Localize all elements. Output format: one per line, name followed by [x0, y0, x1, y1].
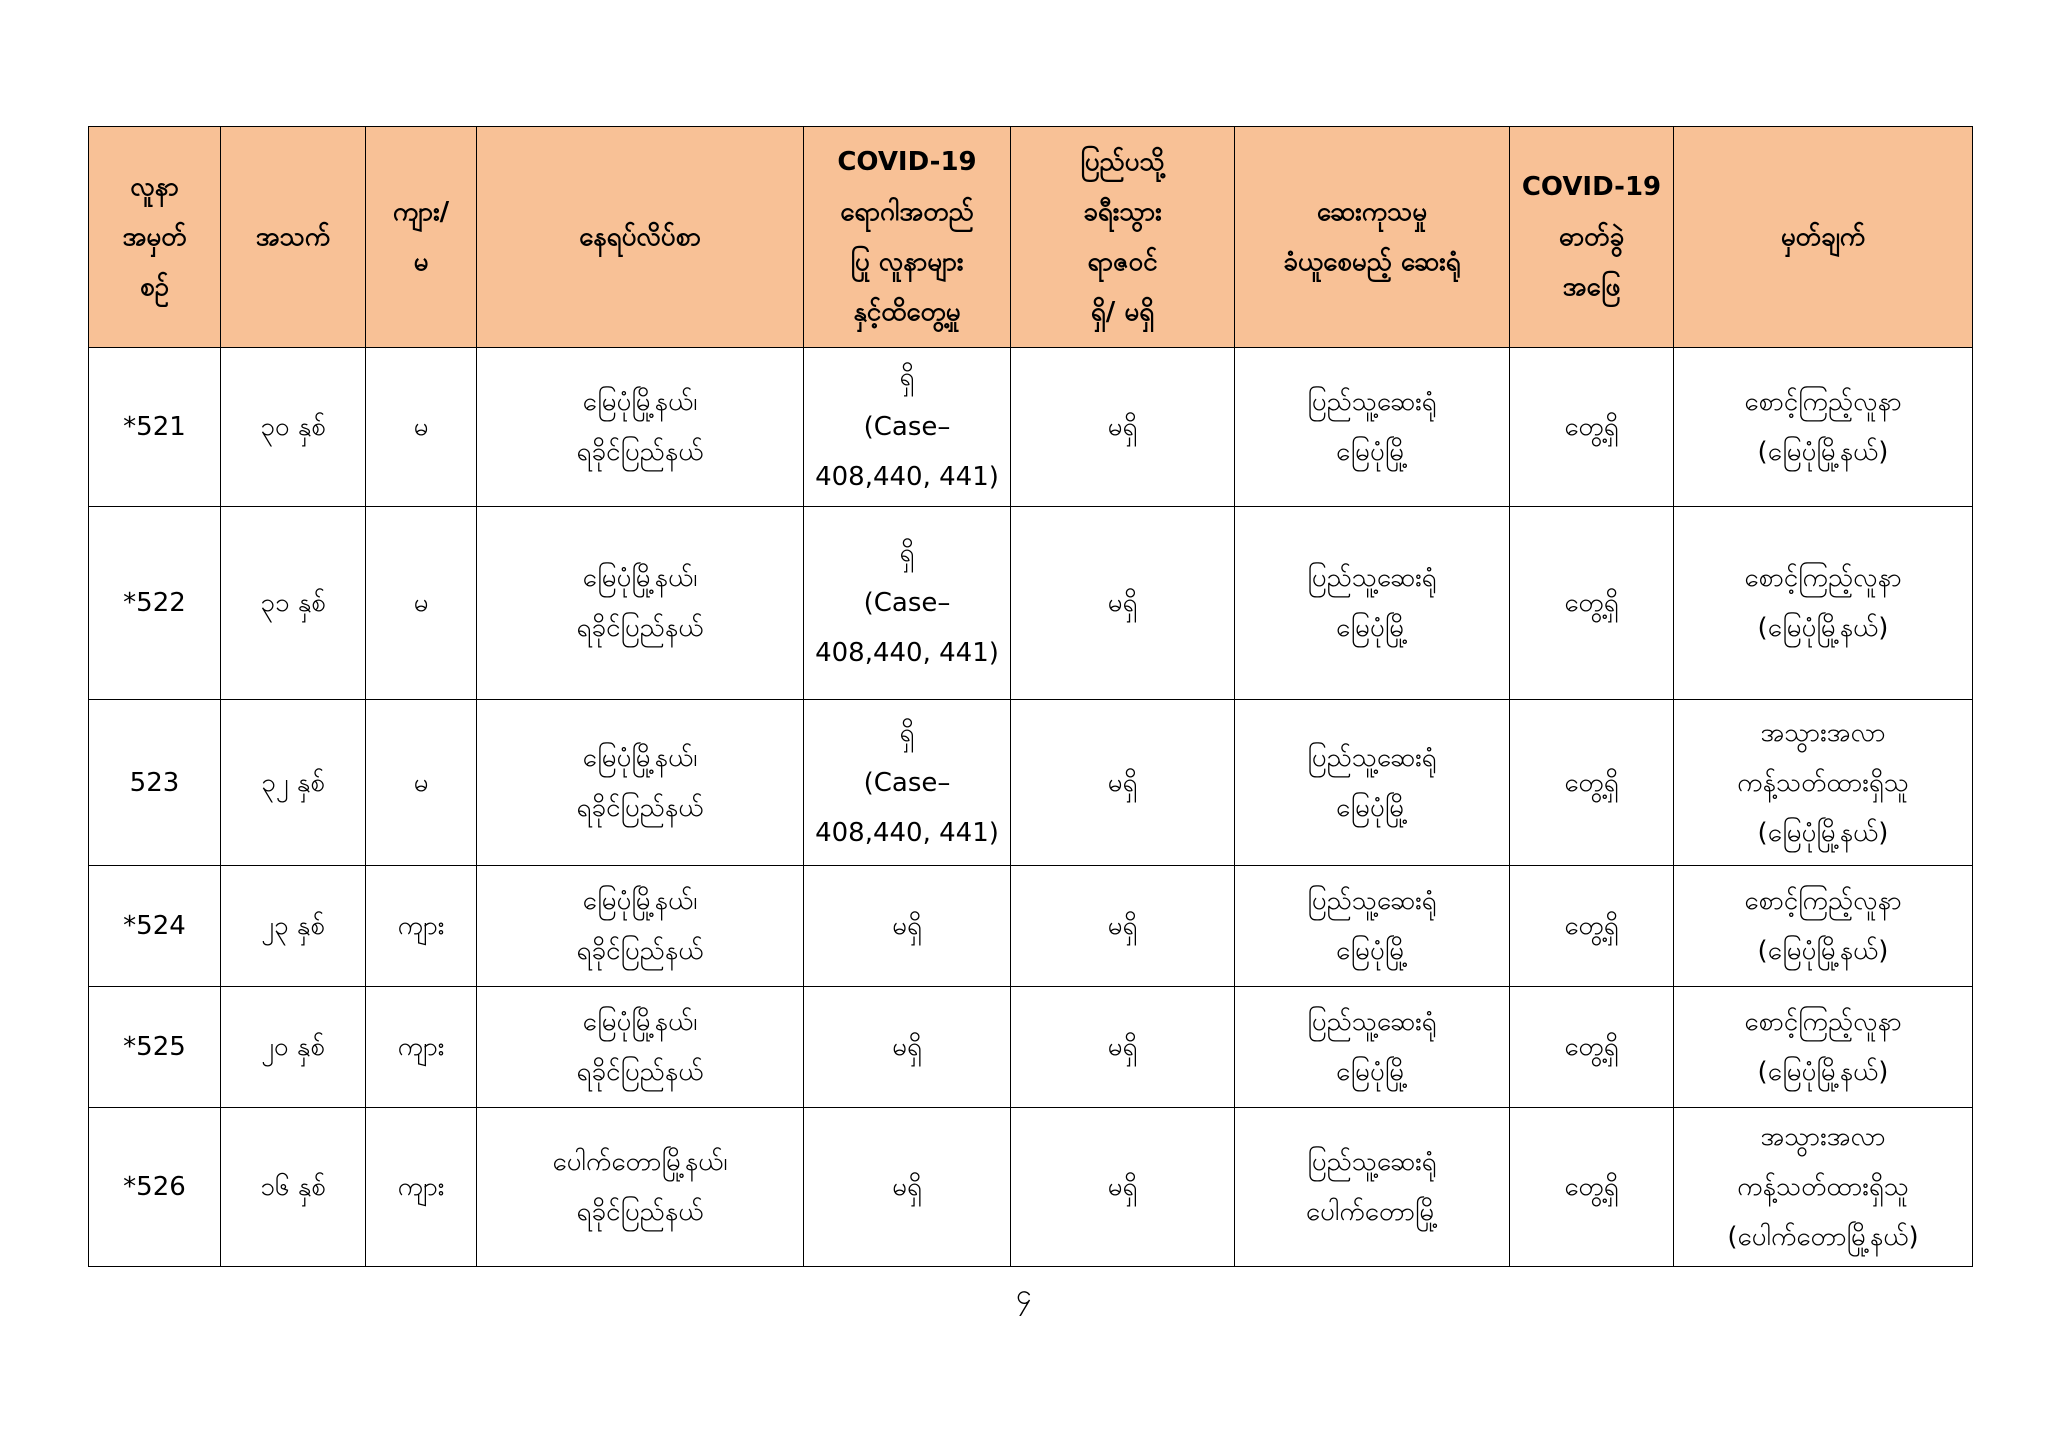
cell-contact: ရှိ (Case– 408,440, 441) [804, 507, 1011, 700]
cell-contact: ရှိ (Case– 408,440, 441) [804, 700, 1011, 866]
cell-hospital: ပြည်သူ့ဆေးရုံ ပေါက်တောမြို့ [1235, 1108, 1510, 1267]
cell-contact: ရှိ (Case– 408,440, 441) [804, 348, 1011, 507]
cell-sex: ကျား [366, 1108, 477, 1267]
cell-address: မြေပုံမြို့နယ်၊ ရခိုင်ပြည်နယ် [477, 866, 804, 987]
cell-age: ၃၁ နှစ် [221, 507, 366, 700]
cell-case-number: *525 [89, 987, 221, 1108]
cell-travel-history: မရှိ [1011, 987, 1235, 1108]
table-row [89, 507, 1973, 700]
cell-sex: မ [366, 507, 477, 700]
cell-hospital: ပြည်သူ့ဆေးရုံ မြေပုံမြို့ [1235, 987, 1510, 1108]
cell-remarks: စောင့်ကြည့်လူနာ (မြေပုံမြို့နယ်) [1674, 348, 1973, 507]
header-remarks: မှတ်ချက် [1674, 127, 1973, 348]
cell-remarks: စောင့်ကြည့်လူနာ (မြေပုံမြို့နယ်) [1674, 987, 1973, 1108]
cell-contact: မရှိ [804, 987, 1011, 1108]
cell-lab-result: တွေ့ရှိ [1510, 507, 1674, 700]
cell-travel-history: မရှိ [1011, 700, 1235, 866]
cell-hospital: ပြည်သူ့ဆေးရုံ မြေပုံမြို့ [1235, 866, 1510, 987]
cell-travel-history: မရှိ [1011, 1108, 1235, 1267]
cell-sex: ကျား [366, 987, 477, 1108]
cell-address: မြေပုံမြို့နယ်၊ ရခိုင်ပြည်နယ် [477, 700, 804, 866]
cell-contact: မရှိ [804, 1108, 1011, 1267]
table-row [89, 866, 1973, 987]
cell-age: ၃၂ နှစ် [221, 700, 366, 866]
cell-travel-history: မရှိ [1011, 866, 1235, 987]
cell-lab-result: တွေ့ရှိ [1510, 348, 1674, 507]
cell-case-number: *524 [89, 866, 221, 987]
cell-sex: မ [366, 700, 477, 866]
header-address: နေရပ်လိပ်စာ [477, 127, 804, 348]
cell-age: ၂၃ နှစ် [221, 866, 366, 987]
table-row [89, 1108, 1973, 1267]
header-sex: ကျား/ မ [366, 127, 477, 348]
table-row [89, 700, 1973, 866]
cell-lab-result: တွေ့ရှိ [1510, 1108, 1674, 1267]
cell-hospital: ပြည်သူ့ဆေးရုံ မြေပုံမြို့ [1235, 348, 1510, 507]
cell-hospital: ပြည်သူ့ဆေးရုံ မြေပုံမြို့ [1235, 507, 1510, 700]
page-number: ၄ [1016, 1278, 1032, 1311]
header-hospital: ဆေးကုသမှု ခံယူစေမည့် ဆေးရုံ [1235, 127, 1510, 348]
cell-case-number: *522 [89, 507, 221, 700]
table-header-row [89, 127, 1973, 348]
cell-lab-result: တွေ့ရှိ [1510, 987, 1674, 1108]
header-lab-result: COVID-19 ဓာတ်ခွဲ အဖြေ [1510, 127, 1674, 348]
cell-remarks: အသွားအလာ ကန့်သတ်ထားရှိသူ (ပေါက်တောမြို့နယ်) [1674, 1108, 1973, 1267]
cell-travel-history: မရှိ [1011, 348, 1235, 507]
cell-sex: မ [366, 348, 477, 507]
cell-travel-history: မရှိ [1011, 507, 1235, 700]
header-age: အသက် [221, 127, 366, 348]
header-travel-history: ပြည်ပသို့ ခရီးသွား ရာဇဝင် ရှိ/ မရှိ [1011, 127, 1235, 348]
table-row [89, 348, 1973, 507]
cell-remarks: စောင့်ကြည့်လူနာ (မြေပုံမြို့နယ်) [1674, 866, 1973, 987]
header-case-number: လူနာ အမှတ် စဉ် [89, 127, 221, 348]
cell-age: ၁၆ နှစ် [221, 1108, 366, 1267]
header-contact: COVID-19 ရောဂါအတည် ပြု လူနာများ နှင့်ထိတွေ့မှု [804, 127, 1011, 348]
cell-address: မြေပုံမြို့နယ်၊ ရခိုင်ပြည်နယ် [477, 348, 804, 507]
cell-hospital: ပြည်သူ့ဆေးရုံ မြေပုံမြို့ [1235, 700, 1510, 866]
cell-remarks: အသွားအလာ ကန့်သတ်ထားရှိသူ (မြေပုံမြို့နယ်) [1674, 700, 1973, 866]
table-row [89, 987, 1973, 1108]
covid-cases-table [88, 126, 1973, 1267]
cell-address: ပေါက်တောမြို့နယ်၊ ရခိုင်ပြည်နယ် [477, 1108, 804, 1267]
cell-contact: မရှိ [804, 866, 1011, 987]
cell-lab-result: တွေ့ရှိ [1510, 700, 1674, 866]
cell-case-number: *526 [89, 1108, 221, 1267]
cell-age: ၂၀ နှစ် [221, 987, 366, 1108]
cell-address: မြေပုံမြို့နယ်၊ ရခိုင်ပြည်နယ် [477, 987, 804, 1108]
cell-lab-result: တွေ့ရှိ [1510, 866, 1674, 987]
cell-case-number: *521 [89, 348, 221, 507]
cell-sex: ကျား [366, 866, 477, 987]
cell-case-number: 523 [89, 700, 221, 866]
cell-remarks: စောင့်ကြည့်လူနာ (မြေပုံမြို့နယ်) [1674, 507, 1973, 700]
cell-address: မြေပုံမြို့နယ်၊ ရခိုင်ပြည်နယ် [477, 507, 804, 700]
cell-age: ၃၀ နှစ် [221, 348, 366, 507]
